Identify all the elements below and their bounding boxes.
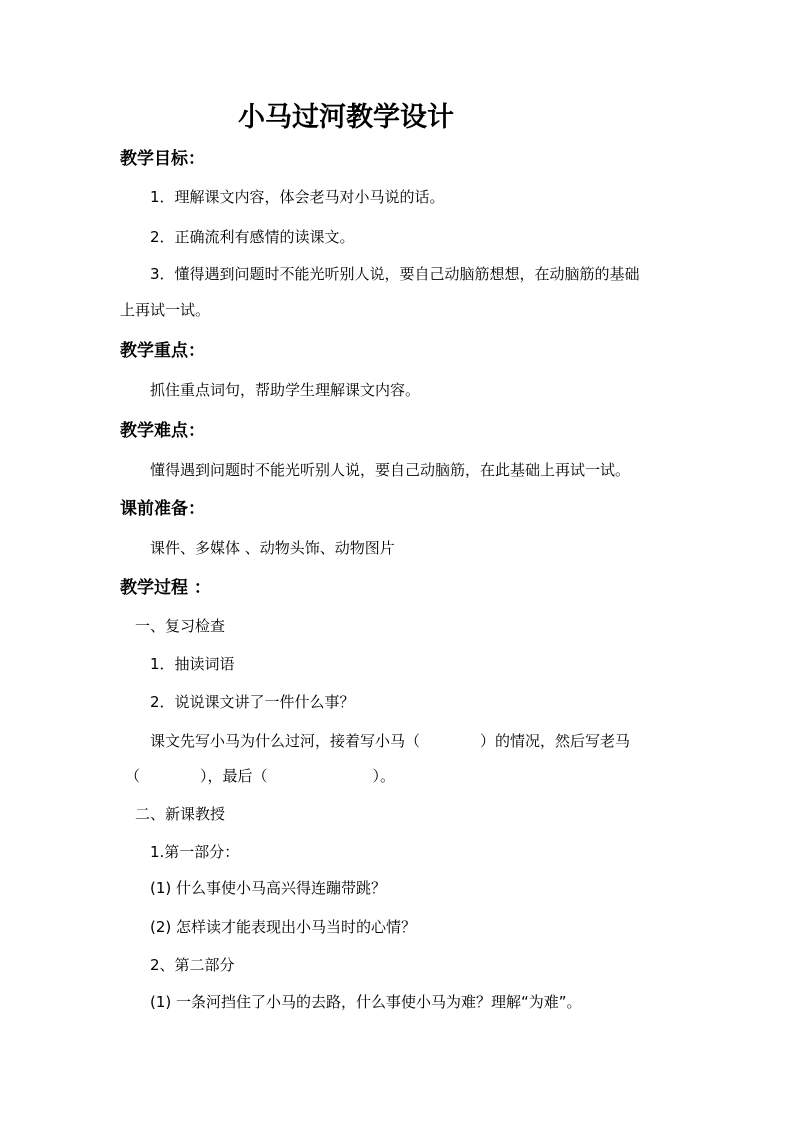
preparation-heading: 课前准备： (120, 499, 205, 519)
process-part1-fill-line2: （ ），最后（ ）。 (125, 767, 396, 785)
document-title: 小马过河教学设计 (238, 102, 454, 133)
preparation-text: 课件、多媒体 、动物头饰、动物图片 (150, 539, 395, 557)
process-part2-q2: (2) 怎样读才能表现出小马当时的心情？ (150, 918, 417, 936)
process-part2-sub1: 1.第一部分： (150, 843, 240, 861)
process-part2-sub2: 2、第二部分 (150, 956, 235, 974)
goal-item-3-continuation: 上再试一试。 (120, 301, 211, 319)
goals-heading: 教学目标： (120, 149, 205, 169)
goal-item-2: 2．正确流利有感情的读课文。 (150, 228, 355, 246)
process-part2-q3: (1) 一条河挡住了小马的去路，什么事使小马为难？理解“为难”。 (150, 993, 582, 1011)
difficulties-heading: 教学难点： (120, 421, 205, 441)
process-heading: 教学过程 ： (120, 578, 211, 598)
goal-item-3: 3．懂得遇到问题时不能光听别人说，要自己动脑筋想想，在动脑筋的基础 (150, 265, 640, 283)
key-points-heading: 教学重点： (120, 341, 205, 361)
process-part2-title: 二、新课教授 (135, 805, 226, 823)
goal-item-1: 1．理解课文内容，体会老马对小马说的话。 (150, 188, 445, 206)
process-part1-fill-line1: 课文先写小马为什么过河，接着写小马（ ）的情况，然后写老马 (150, 732, 631, 750)
process-part1-item1: 1．抽读词语 (150, 655, 235, 673)
process-part2-q1: (1) 什么事使小马高兴得连蹦带跳？ (150, 879, 387, 897)
process-part1-title: 一、复习检查 (135, 617, 226, 635)
difficulties-text: 懂得遇到问题时不能光听别人说，要自己动脑筋，在此基础上再试一试。 (150, 461, 631, 479)
key-points-text: 抓住重点词句，帮助学生理解课文内容。 (150, 381, 421, 399)
process-part1-item2: 2．说说课文讲了一件什么事？ (150, 693, 355, 711)
